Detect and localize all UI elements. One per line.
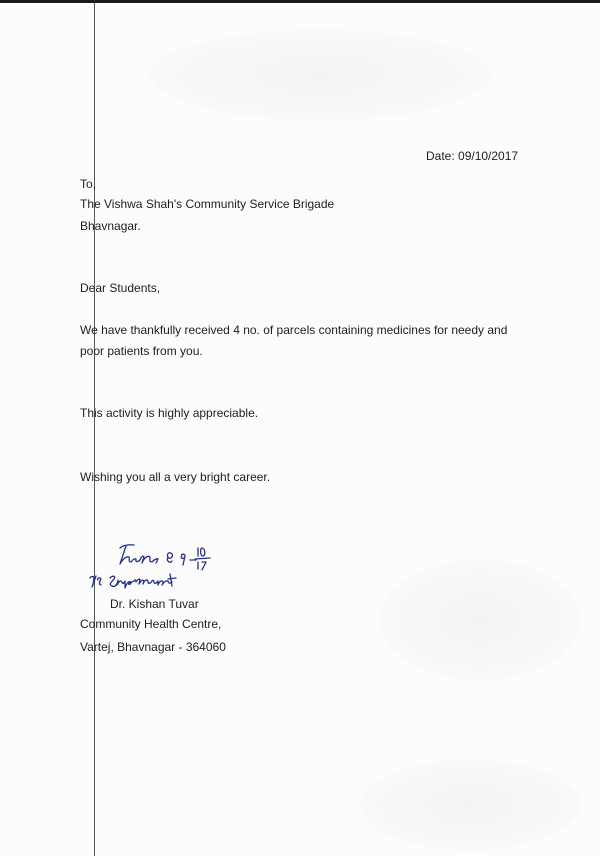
paper-smudge [380,560,580,680]
body-line-3: This activity is highly appreciable. [80,406,259,420]
sender-organization: Community Health Centre, [80,617,222,631]
sender-address: Vartej, Bhavnagar - 364060 [80,640,226,654]
letter-greeting: Dear Students, [80,281,161,295]
recipient-to: To, [80,177,97,191]
paper-smudge [360,760,580,850]
body-line-1: We have thankfully received 4 no. of parcels containing medicines for needy and [80,323,508,337]
body-line-2: poor patients from you. [80,344,203,358]
page-top-edge [0,0,600,3]
paper-smudge [150,30,490,120]
sender-name: Dr. Kishan Tuvar [110,597,199,611]
page-fold-line [94,0,95,856]
recipient-line-1: The Vishwa Shah's Community Service Brigade [80,197,335,211]
letter-date: Date: 09/10/2017 [426,149,519,163]
handwritten-signature [82,538,262,598]
body-line-4: Wishing you all a very bright career. [80,470,271,484]
recipient-line-2: Bhavnagar. [80,219,141,233]
